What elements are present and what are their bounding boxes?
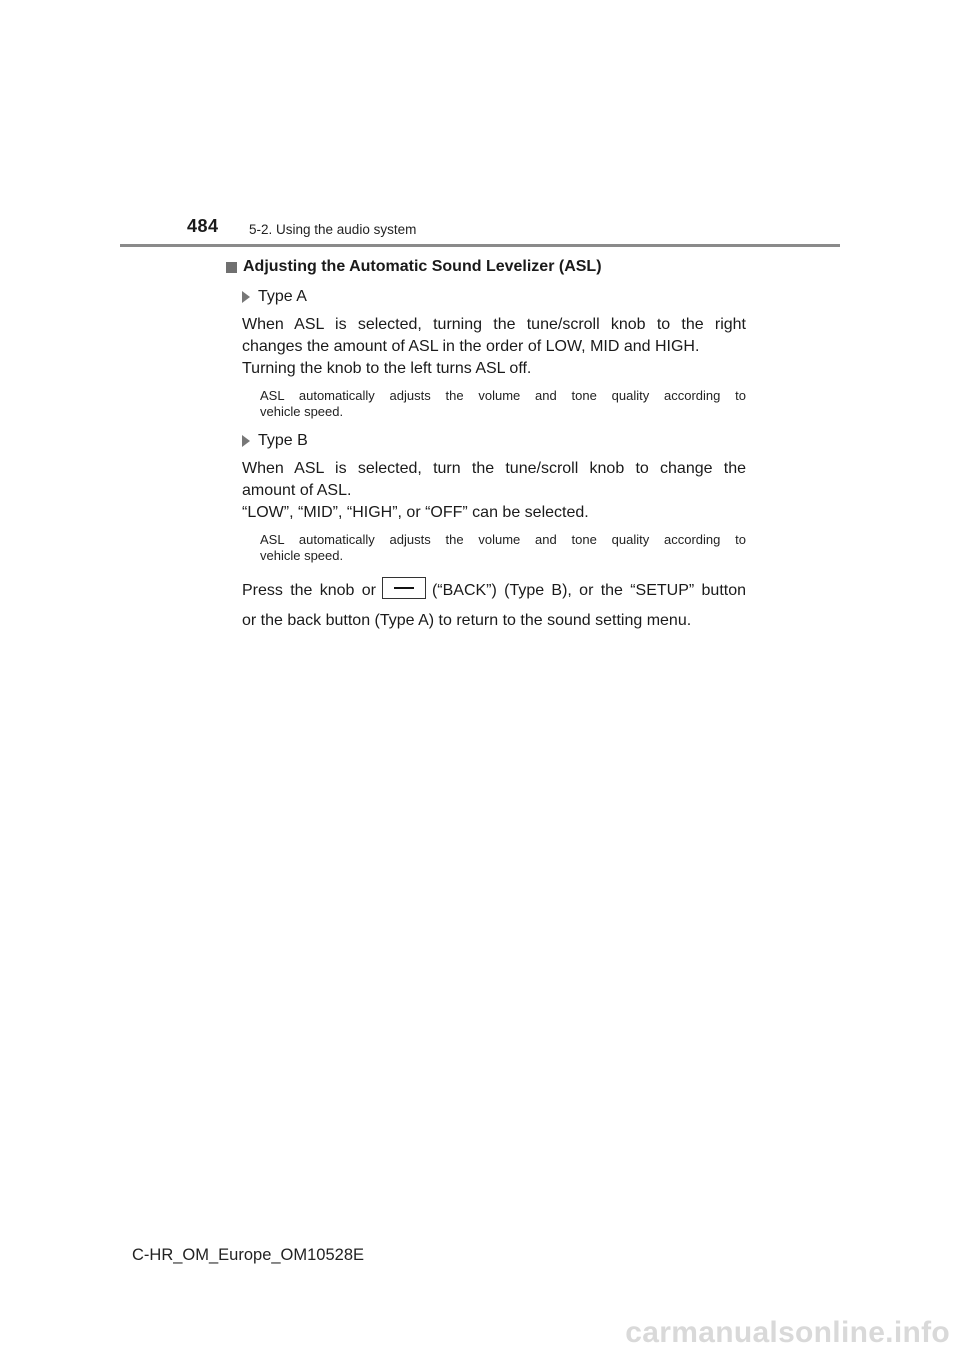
- type-a-label-text: Type A: [258, 288, 307, 305]
- return-instructions: [242, 576, 746, 636]
- type-a-line-2: changes the amount of ASL in the order of LOW, MID and HIGH.: [242, 338, 700, 355]
- type-a-note: [260, 388, 746, 420]
- return-line-2: or the back button (Type A) to return to the sound setting menu.: [242, 612, 692, 629]
- back-button-icon: [382, 577, 426, 599]
- type-a-line-3: Turning the knob to the left turns ASL off.: [242, 360, 532, 377]
- type-b-line-2: amount of ASL.: [242, 482, 352, 499]
- header-divider: [120, 244, 840, 247]
- type-b-note: [260, 532, 746, 564]
- heading-text: Adjusting the Automatic Sound Levelizer (ASL): [243, 258, 602, 275]
- type-a-note-line-1: ASL automatically adjusts the volume and tone quality according to: [260, 388, 746, 403]
- watermark: carmanualsonline.info: [625, 1316, 950, 1349]
- square-bullet-icon: [226, 262, 237, 273]
- type-b-line-3: “LOW”, “MID”, “HIGH”, or “OFF” can be selected.: [242, 504, 589, 521]
- type-b-note-line-1: ASL automatically adjusts the volume and tone quality according to: [260, 532, 746, 547]
- type-b-label: [242, 432, 746, 450]
- return-before-key: Press the knob or: [242, 582, 376, 599]
- type-b-label-text: Type B: [258, 432, 308, 449]
- triangle-bullet-icon: [242, 291, 250, 303]
- type-b-line-1: When ASL is selected, turn the tune/scroll knob to change the: [242, 460, 746, 477]
- triangle-bullet-icon: [242, 435, 250, 447]
- type-a-paragraph: [242, 314, 746, 380]
- section-title: 5-2. Using the audio system: [249, 222, 417, 237]
- return-after-key: (“BACK”) (Type B), or the “SETUP” button: [431, 582, 747, 599]
- type-b-note-line-2: vehicle speed.: [260, 548, 344, 563]
- page-number: 484: [187, 216, 219, 236]
- type-a-note-line-2: vehicle speed.: [260, 404, 344, 419]
- type-a-label: [242, 288, 746, 306]
- footer-document-code: C-HR_OM_Europe_OM10528E: [132, 1246, 365, 1264]
- main-content: [226, 258, 746, 644]
- section-heading: [226, 258, 746, 276]
- return-line-1: [242, 576, 746, 606]
- type-b-paragraph: [242, 458, 746, 524]
- type-a-line-1: When ASL is selected, turning the tune/scroll knob to the right: [242, 316, 746, 333]
